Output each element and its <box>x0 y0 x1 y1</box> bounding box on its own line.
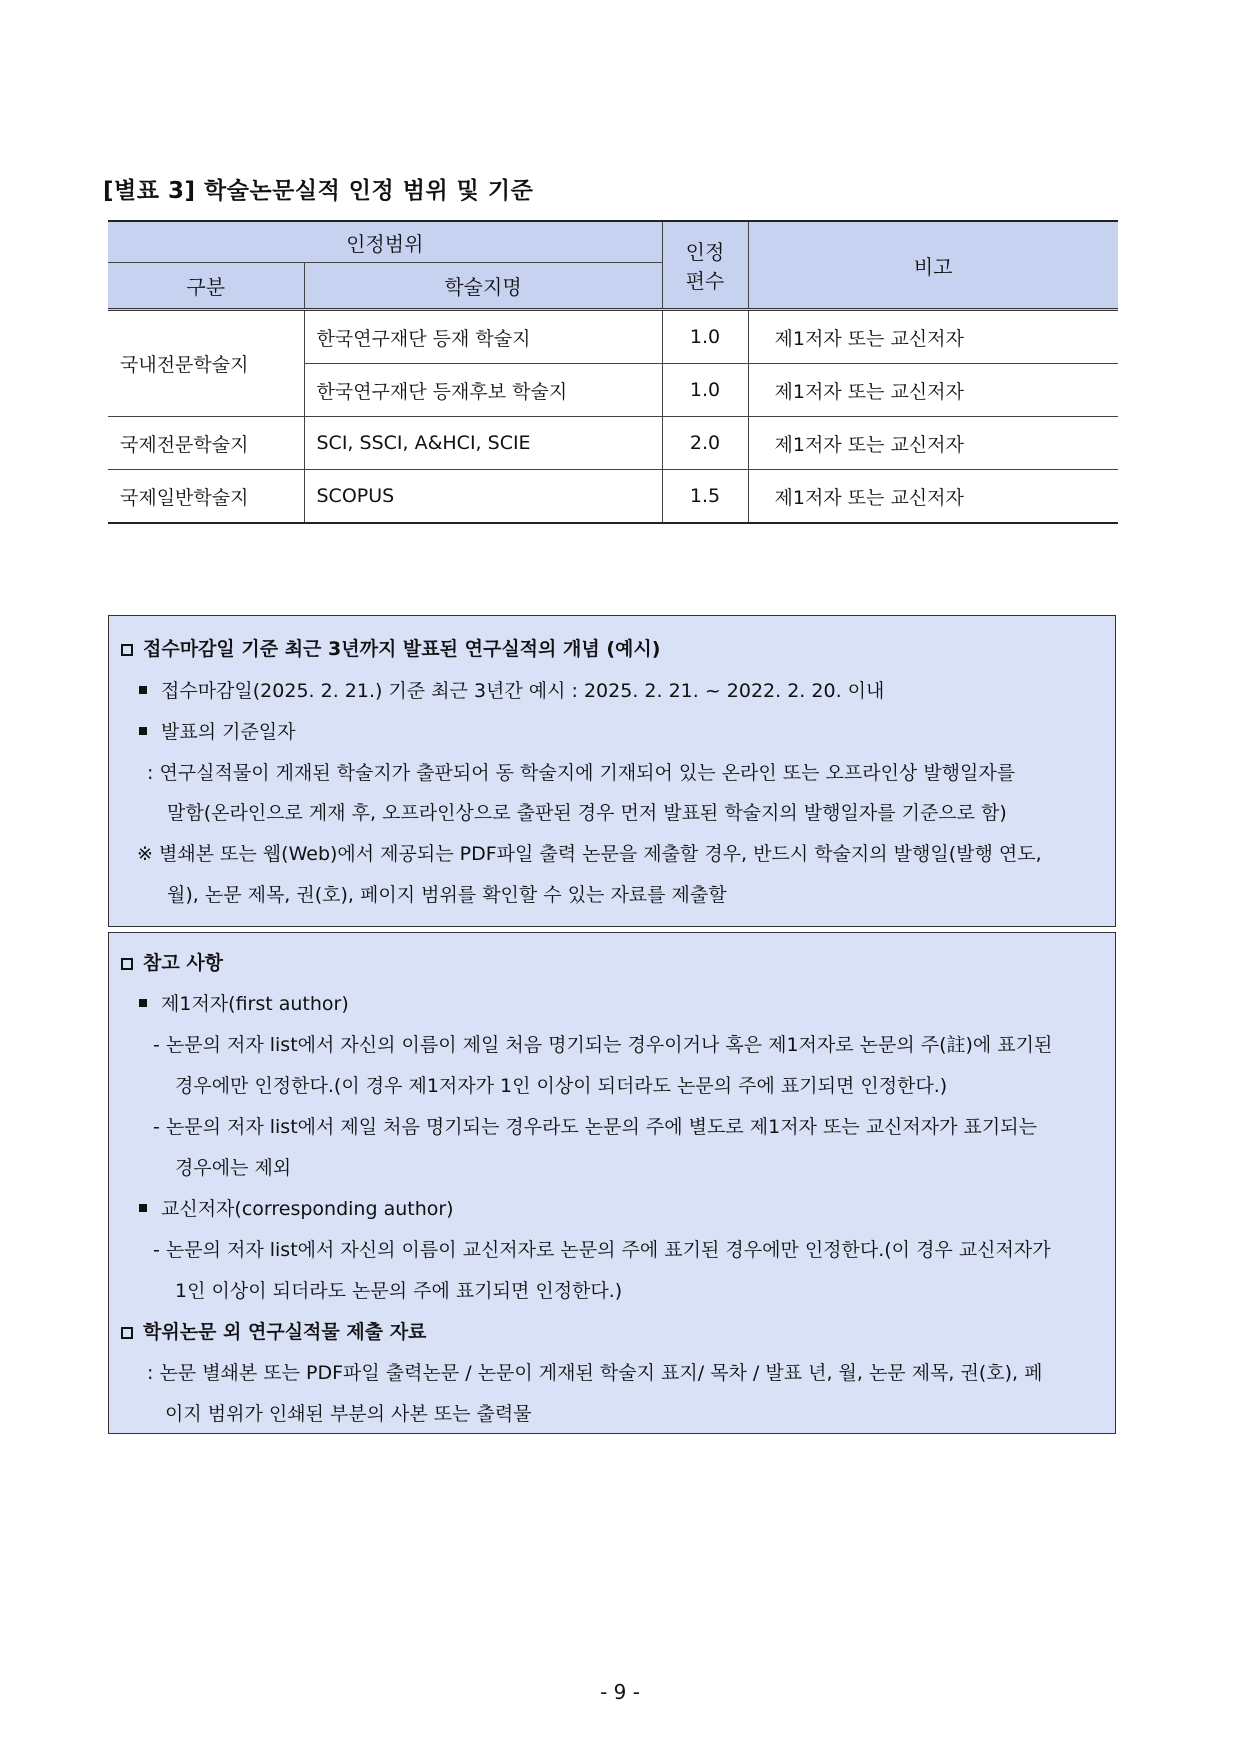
cell-journal: SCI, SSCI, A&HCI, SCIE <box>304 417 662 470</box>
box2-text: 경우에는 제외 <box>175 1157 292 1179</box>
cell-remark: 제1저자 또는 교신저자 <box>748 310 1118 364</box>
checkbox-square-icon <box>121 644 133 656</box>
box1-note: ※ 별쇄본 또는 웹(Web)에서 제공되는 PDF파일 출력 논문을 제출할 경우, 반드시 학술지의 발행일(발행 연도, <box>137 843 1042 865</box>
header-count <box>662 221 748 310</box>
table-row <box>108 310 1118 364</box>
box2-heading: 참고 사항 <box>121 948 223 975</box>
notice-box-reference <box>108 932 1116 1434</box>
cell-category: 국내전문학술지 <box>108 310 304 417</box>
cell-remark: 제1저자 또는 교신저자 <box>748 470 1118 524</box>
checkbox-square-icon <box>121 1327 133 1339</box>
table-row <box>108 417 1118 470</box>
box2-text: - 논문의 저자 list에서 자신의 이름이 교신저자로 논문의 주에 표기된 경우에만 인정한다.(이 경우 교신저자가 <box>153 1239 1051 1261</box>
box2-text: 이지 범위가 인쇄된 부분의 사본 또는 출력물 <box>165 1403 532 1425</box>
header-remark: 비고 <box>748 221 1118 310</box>
header-count-line2: 편수 <box>685 269 725 293</box>
box2-text: - 논문의 저자 list에서 자신의 이름이 제일 처음 명기되는 경우이거나 혹은 제1저자로 논문의 주(註)에 표기된 <box>153 1034 1053 1056</box>
box2-item: 교신저자(corresponding author) <box>139 1194 454 1221</box>
cell-journal: 한국연구재단 등재후보 학술지 <box>304 364 662 417</box>
page-title: [별표 3] 학술논문실적 인정 범위 및 기준 <box>103 178 534 204</box>
cell-count: 2.0 <box>662 417 748 470</box>
bullet-square-icon <box>139 1204 147 1212</box>
cell-category: 국제일반학술지 <box>108 470 304 524</box>
box2-item: 제1저자(first author) <box>139 989 349 1016</box>
checkbox-square-icon <box>121 958 133 970</box>
cell-journal: SCOPUS <box>304 470 662 524</box>
header-category: 구분 <box>108 263 304 310</box>
cell-count: 1.0 <box>662 364 748 417</box>
cell-journal: 한국연구재단 등재 학술지 <box>304 310 662 364</box>
box1-heading: 접수마감일 기준 최근 3년까지 발표된 연구실적의 개념 (예시) <box>121 634 660 661</box>
cell-category: 국제전문학술지 <box>108 417 304 470</box>
box2-heading: 학위논문 외 연구실적물 제출 자료 <box>121 1317 426 1344</box>
bullet-square-icon <box>139 727 147 735</box>
box2-text: 경우에만 인정한다.(이 경우 제1저자가 1인 이상이 되더라도 논문의 주에 표기되면 인정한다.) <box>175 1075 948 1097</box>
criteria-table <box>108 220 1118 524</box>
header-journal: 학술지명 <box>304 263 662 310</box>
cell-count: 1.5 <box>662 470 748 524</box>
box2-text: 1인 이상이 되더라도 논문의 주에 표기되면 인정한다.) <box>175 1280 623 1302</box>
cell-count: 1.0 <box>662 310 748 364</box>
cell-remark: 제1저자 또는 교신저자 <box>748 364 1118 417</box>
box1-item: 접수마감일(2025. 2. 21.) 기준 최근 3년간 예시 : 2025. 2. 21. ~ 2022. 2. 20. 이내 <box>139 676 884 703</box>
page-number: - 9 - <box>600 1680 640 1704</box>
box1-text: : 연구실적물이 게재된 학술지가 출판되어 동 학술지에 기재되어 있는 온라인 또는 오프라인상 발행일자를 <box>147 762 1016 784</box>
bullet-square-icon <box>139 686 147 694</box>
cell-remark: 제1저자 또는 교신저자 <box>748 417 1118 470</box>
table-row <box>108 470 1118 524</box>
bullet-square-icon <box>139 999 147 1007</box>
box1-text: 말함(온라인으로 게재 후, 오프라인상으로 출판된 경우 먼저 발표된 학술지의 발행일자를 기준으로 함) <box>167 802 1007 824</box>
notice-box-period <box>108 615 1116 927</box>
box2-text: : 논문 별쇄본 또는 PDF파일 출력논문 / 논문이 게재된 학술지 표지/ 목차 / 발표 년, 월, 논문 제목, 권(호), 페 <box>147 1362 1043 1384</box>
box2-text: - 논문의 저자 list에서 제일 처음 명기되는 경우라도 논문의 주에 별도로 제1저자 또는 교신저자가 표기되는 <box>153 1116 1037 1138</box>
box1-note: 월), 논문 제목, 권(호), 페이지 범위를 확인할 수 있는 자료를 제출할 <box>167 884 727 906</box>
box1-item: 발표의 기준일자 <box>139 717 296 744</box>
header-scope: 인정범위 <box>108 221 662 263</box>
header-count-line1: 인정 <box>685 240 725 264</box>
